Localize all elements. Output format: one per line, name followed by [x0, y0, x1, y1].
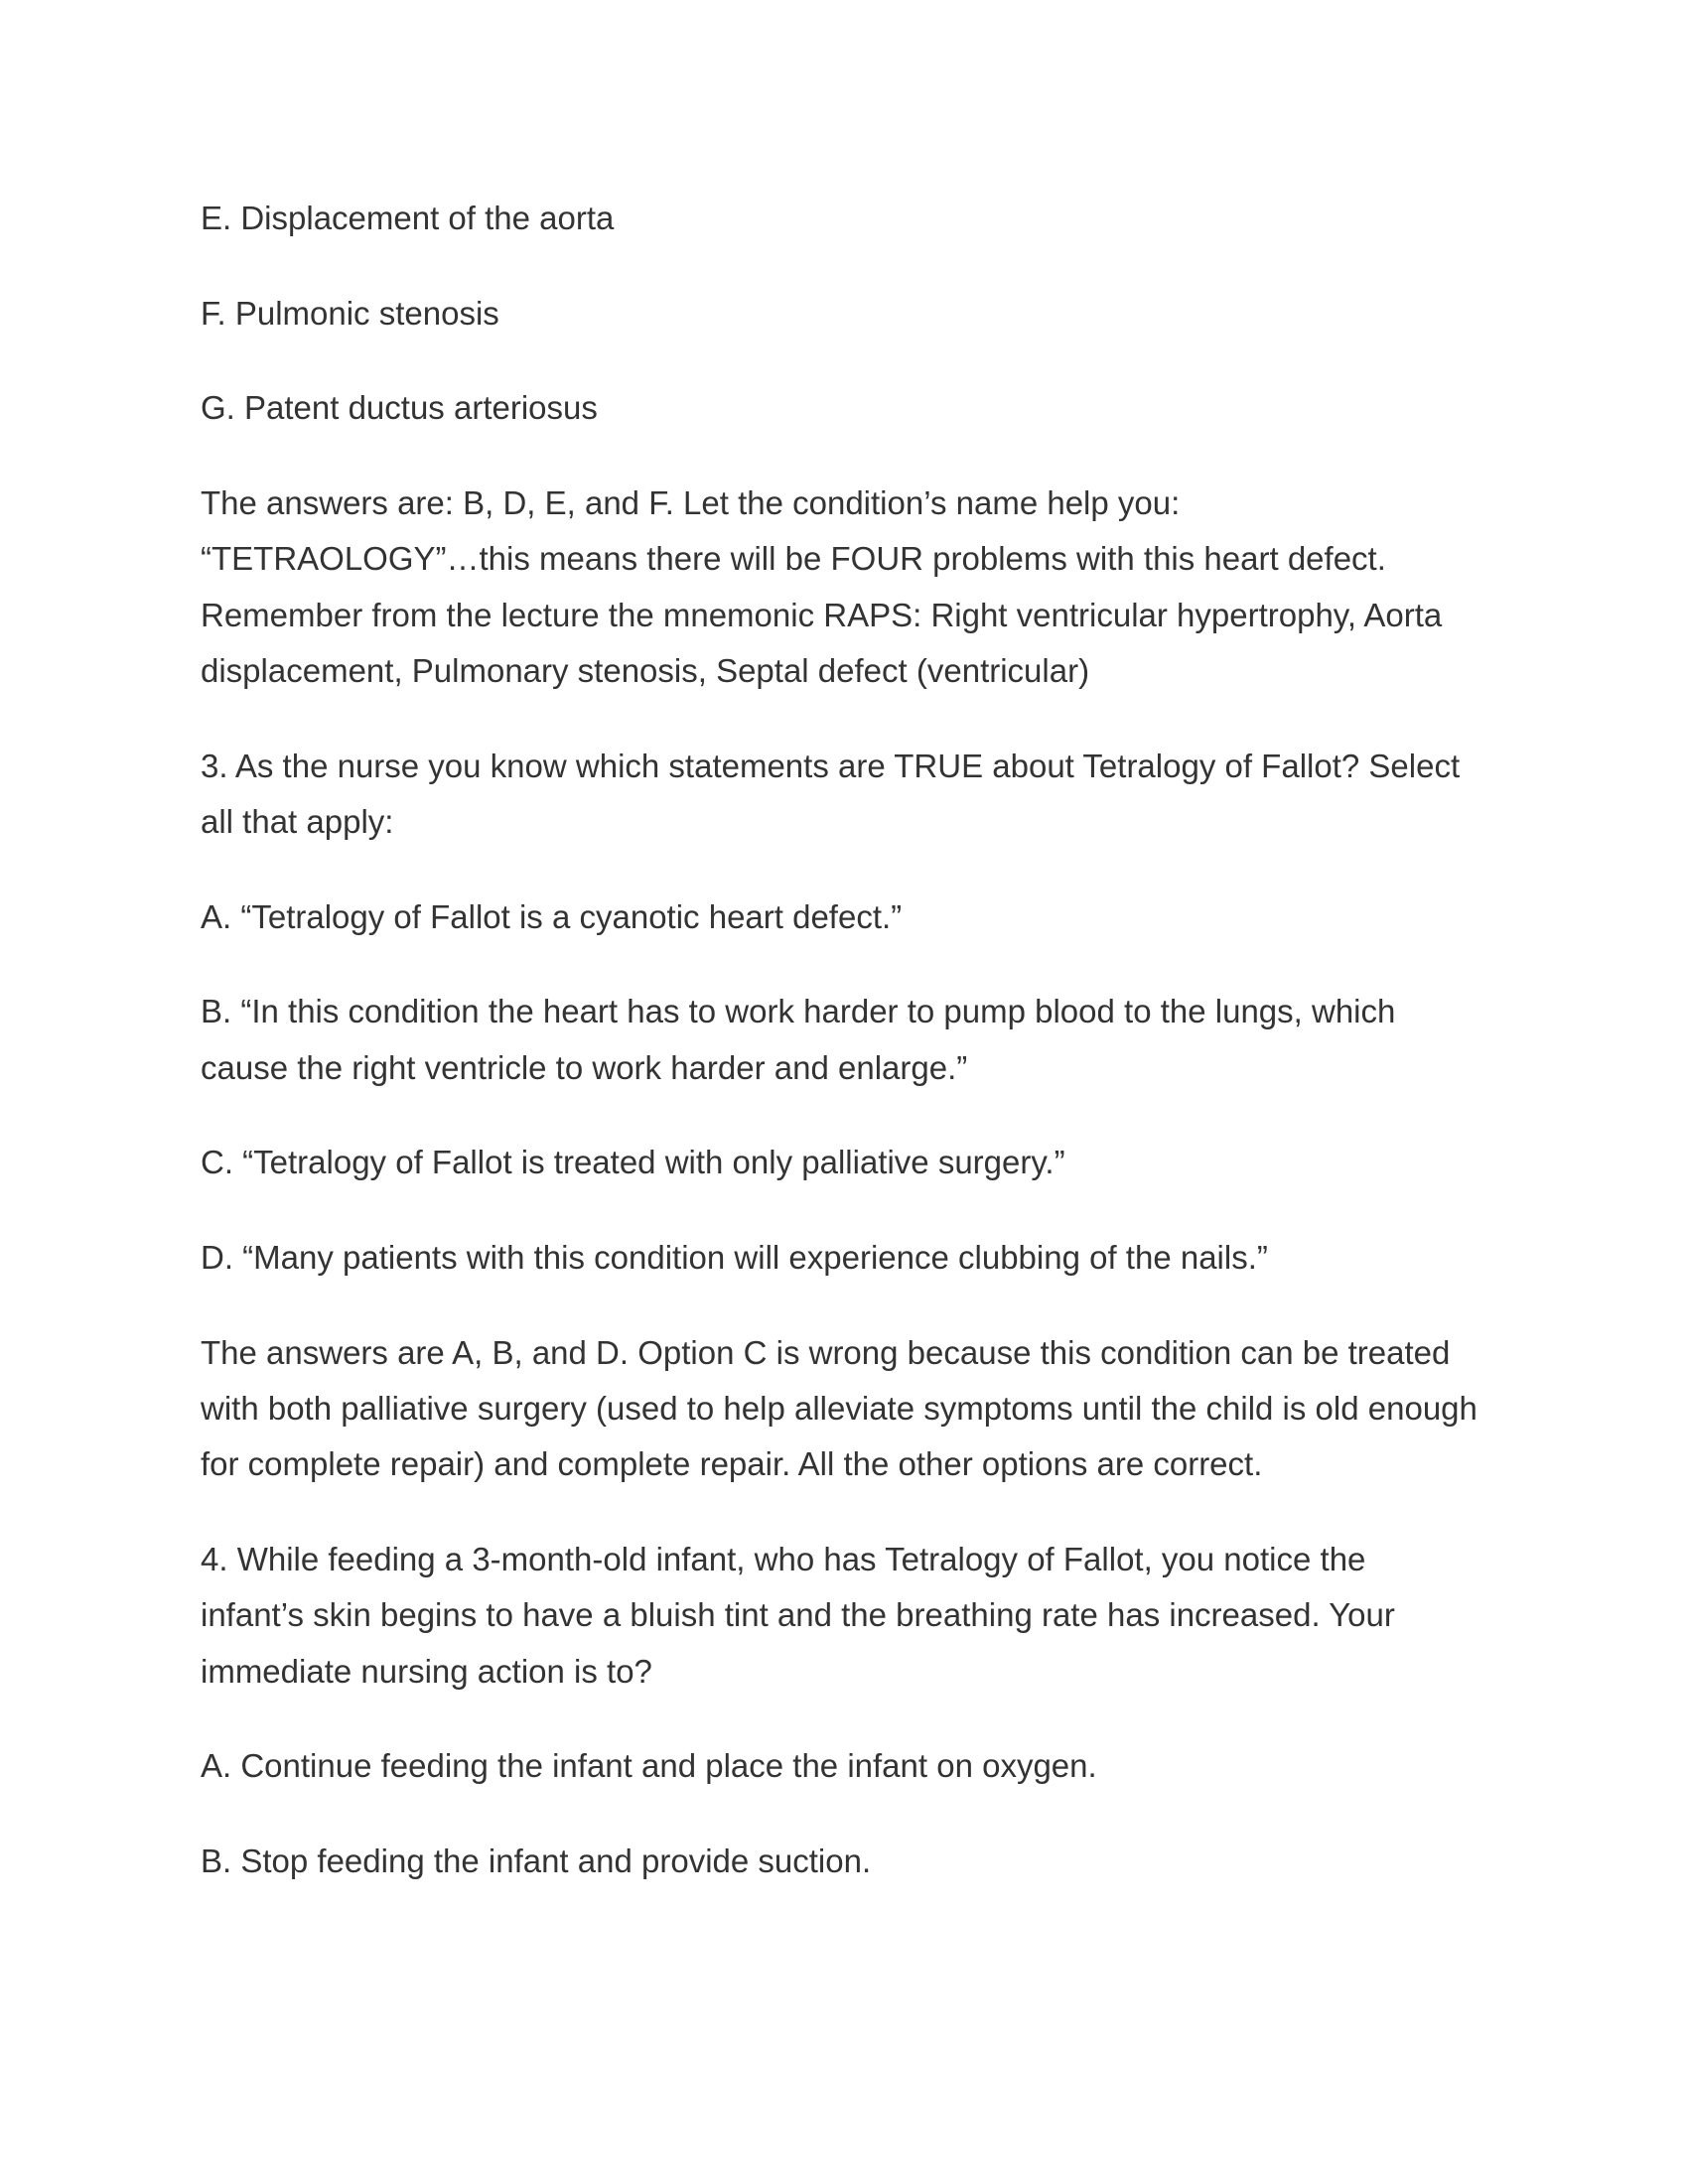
document-page: [201, 191, 1511, 1929]
q2-option-g: [201, 380, 1511, 436]
text-line: for complete repair) and complete repair. All the other options are correct.: [201, 1445, 1263, 1483]
q2-answer-explanation: [201, 476, 1511, 699]
text-line: E. Displacement of the aorta: [201, 200, 615, 236]
text-line: G. Patent ductus arteriosus: [201, 389, 598, 427]
q3-option-d: [201, 1230, 1511, 1286]
text-line: “TETRAOLOGY”…this means there will be FOUR problems with this heart defect.: [201, 540, 1386, 578]
text-line: immediate nursing action is to?: [201, 1652, 652, 1690]
text-line: F. Pulmonic stenosis: [201, 294, 499, 332]
text-line: C. “Tetralogy of Fallot is treated with only palliative surgery.”: [201, 1144, 1065, 1181]
text-line: B. “In this condition the heart has to work harder to pump blood to the lungs, which: [201, 993, 1396, 1030]
text-line: A. Continue feeding the infant and place the infant on oxygen.: [201, 1747, 1097, 1785]
q3-option-a: [201, 889, 1511, 945]
text-line: B. Stop feeding the infant and provide suction.: [201, 1842, 872, 1879]
q2-option-f: [201, 286, 1511, 341]
q2-option-e: [201, 191, 1511, 246]
q3-answer-explanation: [201, 1325, 1511, 1493]
text-line: all that apply:: [201, 802, 394, 840]
text-line: The answers are: B, D, E, and F. Let the condition’s name help you:: [201, 484, 1181, 522]
text-line: The answers are A, B, and D. Option C is wrong because this condition can be treated: [201, 1333, 1451, 1371]
q3-option-b: [201, 984, 1511, 1096]
text-line: with both palliative surgery (used to help alleviate symptoms until the child is old enough: [201, 1389, 1477, 1427]
q4-option-b: [201, 1834, 1511, 1889]
text-line: Remember from the lecture the mnemonic RAPS: Right ventricular hypertrophy, Aorta: [201, 596, 1443, 633]
q3-question: [201, 739, 1511, 851]
text-line: infant’s skin begins to have a bluish tint and the breathing rate has increased. Your: [201, 1596, 1395, 1634]
text-line: A. “Tetralogy of Fallot is a cyanotic heart defect.”: [201, 897, 903, 935]
text-line: displacement, Pulmonary stenosis, Septal defect (ventricular): [201, 651, 1090, 689]
q3-option-c: [201, 1135, 1511, 1190]
text-line: 4. While feeding a 3-month-old infant, who has Tetralogy of Fallot, you notice the: [201, 1540, 1366, 1577]
text-line: D. “Many patients with this condition will experience clubbing of the nails.”: [201, 1238, 1268, 1276]
text-line: 3. As the nurse you know which statements are TRUE about Tetralogy of Fallot? Select: [201, 747, 1461, 784]
q4-question: [201, 1532, 1511, 1700]
q4-option-a: [201, 1738, 1511, 1794]
text-line: cause the right ventricle to work harder and enlarge.”: [201, 1048, 968, 1086]
